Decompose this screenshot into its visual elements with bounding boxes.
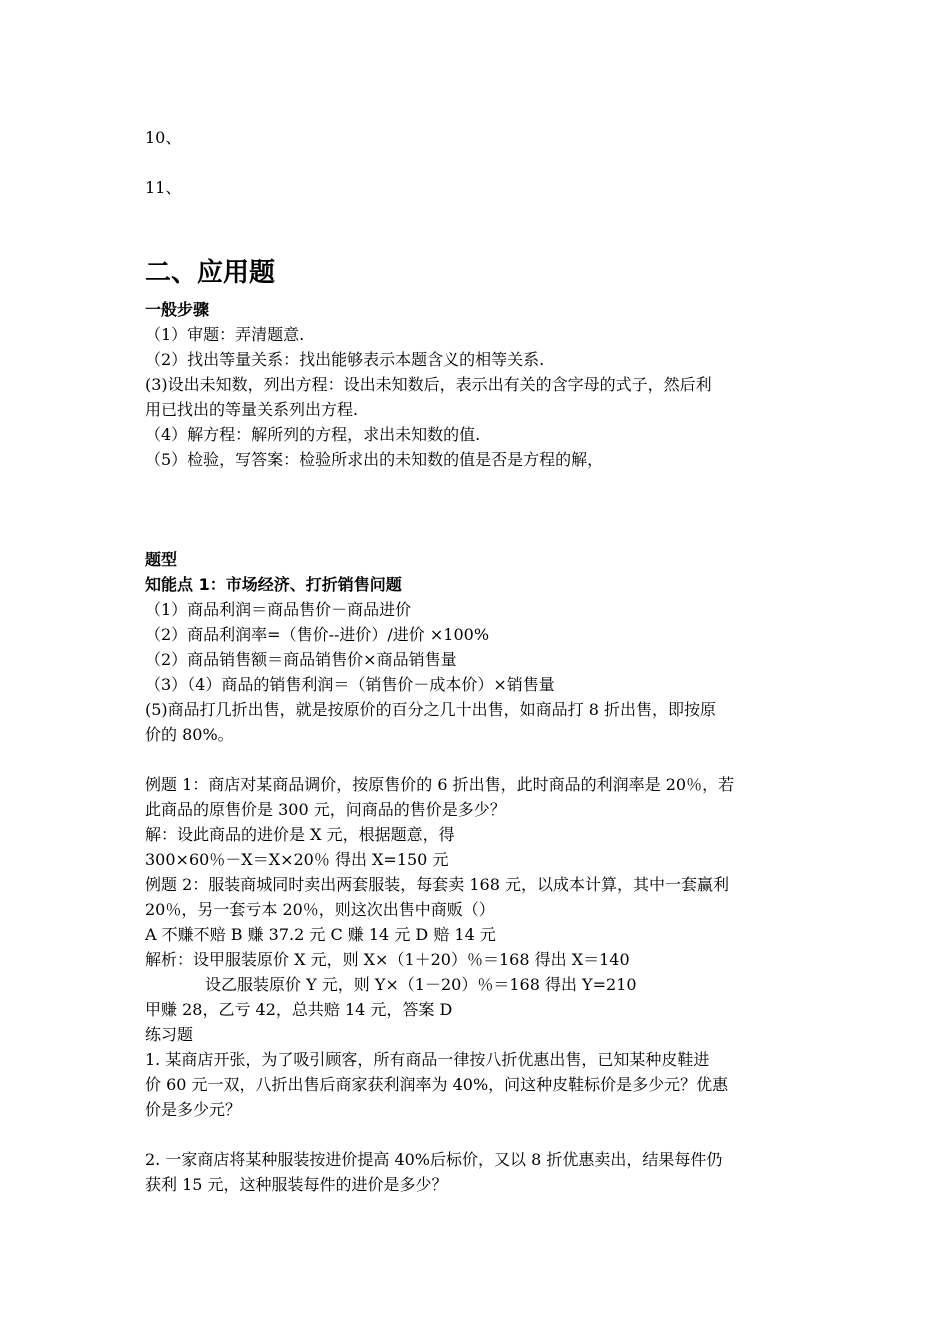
formula-line: （1）商品利润＝商品售价－商品进价 [145, 600, 412, 619]
example-2-indent-line: 设乙服装原价 Y 元，则 Y×（1－20）％＝168 得出 Y=210 [205, 975, 637, 994]
example-2-line: 20％，另一套亏本 20％，则这次出售中商贩（） [145, 900, 495, 919]
step-line: （2）找出等量关系：找出能够表示本题含义的相等关系. [145, 350, 545, 369]
practice-q1-line: 价是多少元？ [145, 1100, 242, 1119]
example-2-line: 解析：设甲服装原价 X 元，则 X×（1＋20）％＝168 得出 X＝140 [145, 950, 630, 969]
practice-q1-line: 1. 某商店开张，为了吸引顾客，所有商品一律按八折优惠出售，已知某种皮鞋进 [145, 1050, 710, 1069]
step-line: （4）解方程：解所列的方程，求出未知数的值. [145, 425, 481, 444]
step-line: （1）审题：弄清题意. [145, 325, 305, 344]
example-1-line: 300×60％－X＝X×20％ 得出 X=150 元 [145, 850, 449, 869]
point-title: 知能点 1：市场经济、打折销售问题 [145, 575, 402, 594]
practice-q1-line: 价 60 元一双，八折出售后商家获利润率为 40%，问这种皮鞋标价是多少元？优惠 [145, 1075, 729, 1094]
formula-line: （2）商品销售额＝商品销售价×商品销售量 [145, 650, 457, 669]
step-line: (3)设出未知数，列出方程：设出未知数后，表示出有关的含字母的式子，然后利 [145, 375, 712, 394]
formula-line: （2）商品利润率=（售价--进价）/进价 ×100% [145, 625, 490, 644]
practice-title: 练习题 [145, 1025, 194, 1044]
formula-line: （3）（4）商品的销售利润＝（销售价－成本价）×销售量 [145, 675, 555, 694]
types-title: 题型 [145, 550, 178, 569]
section-heading: 二、应用题 [145, 258, 276, 288]
step-line: （5）检验，写答案：检验所求出的未知数的值是否是方程的解， [145, 450, 604, 469]
example-1-line: 此商品的原售价是 300 元，问商品的售价是多少？ [145, 800, 506, 819]
item-number-11: 11、 [145, 178, 182, 197]
item-number-10: 10、 [145, 128, 182, 147]
formula-line: (5)商品打几折出售，就是按原价的百分之几十出售，如商品打 8 折出售，即按原 [145, 700, 717, 719]
example-2-options: A 不赚不赔 B 赚 37.2 元 C 赚 14 元 D 赔 14 元 [145, 925, 496, 944]
practice-q2-line: 2. 一家商店将某种服装按进价提高 40%后标价，又以 8 折优惠卖出，结果每件仍 [145, 1150, 723, 1169]
formula-line: 价的 80%。 [145, 725, 234, 744]
example-1-line: 解：设此商品的进价是 X 元，根据题意，得 [145, 825, 455, 844]
example-1-line: 例题 1：商店对某商品调价，按原售价的 6 折出售，此时商品的利润率是 20％，若 [145, 775, 735, 794]
steps-title: 一般步骤 [145, 300, 210, 319]
example-2-answer: 甲赚 28，乙亏 42，总共赔 14 元，答案 D [145, 1000, 453, 1019]
step-line: 用已找出的等量关系列出方程. [145, 400, 359, 419]
example-2-line: 例题 2：服装商城同时卖出两套服装，每套卖 168 元，以成本计算，其中一套赢利 [145, 875, 729, 894]
practice-q2-line: 获利 15 元，这种服装每件的进价是多少？ [145, 1175, 448, 1194]
